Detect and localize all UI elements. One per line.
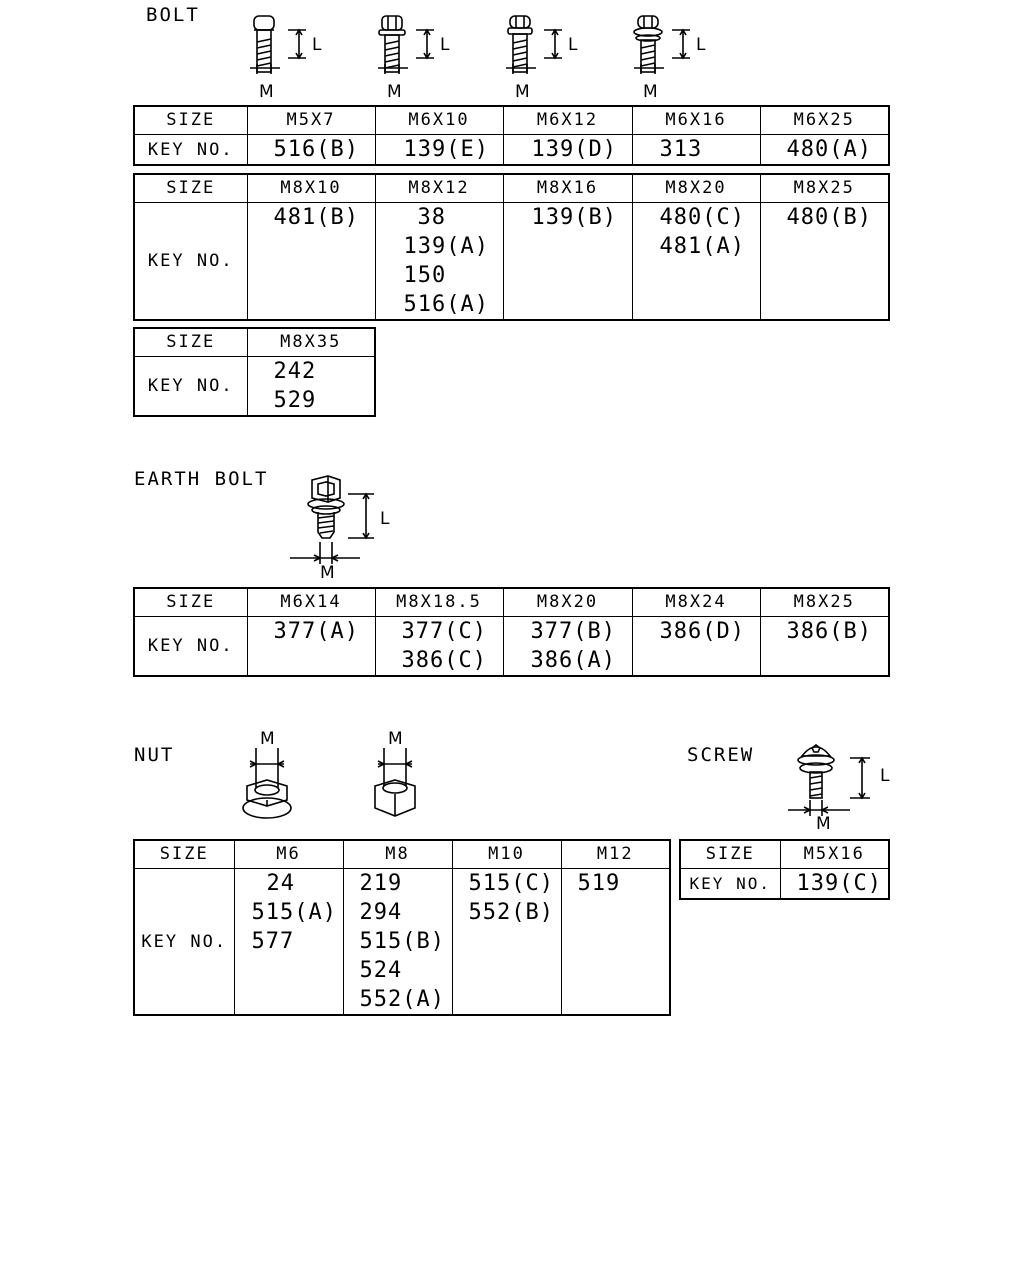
key-cell [760, 203, 889, 321]
earth-bolt-dim-l: L [380, 509, 390, 529]
table-row [134, 617, 889, 677]
key-number: 139(C) [796, 871, 882, 896]
bolt-dim-l-3: L [568, 35, 578, 55]
key-no-label: KEY NO. [134, 617, 247, 677]
bolt-diagram [230, 8, 730, 103]
key-number: 150 [403, 263, 447, 288]
earth-bolt-title: EARTH BOLT [134, 468, 269, 490]
key-number: 515(C) [468, 871, 554, 896]
table-row [134, 135, 889, 166]
key-cell [503, 617, 632, 677]
table-row [680, 869, 889, 900]
key-number: 219 [359, 871, 403, 896]
key-cell [632, 203, 760, 321]
bolt-title: BOLT [146, 4, 200, 26]
table-header-row [134, 328, 375, 357]
size-cell: M6X25 [760, 106, 889, 135]
key-cell [760, 135, 889, 166]
nut-title: NUT [134, 744, 175, 766]
flange-nut-icon [243, 748, 291, 818]
size-cell: M6X14 [247, 588, 375, 617]
key-number: 480(A) [786, 137, 872, 162]
bolt-table-2 [133, 173, 890, 321]
key-cell [503, 203, 632, 321]
bolt-dim-l-2: L [440, 35, 450, 55]
key-number: 377(B) [530, 619, 616, 644]
hex-nut-icon [375, 748, 415, 816]
bolt-dim-m: M [259, 82, 274, 102]
key-number: 480(B) [786, 205, 872, 230]
key-no-label: KEY NO. [134, 357, 247, 417]
key-number: 480(C) [659, 205, 745, 230]
size-label: SIZE [134, 328, 247, 357]
size-cell: M8X25 [760, 174, 889, 203]
key-number: 242 [273, 359, 317, 384]
bolt-dim-m-3: M [515, 82, 530, 102]
key-cell [561, 869, 670, 1016]
key-number: 24 [266, 871, 295, 896]
key-cell [234, 869, 343, 1016]
key-cell [780, 869, 889, 900]
table-header-row [134, 106, 889, 135]
nut-dim-m-2: M [388, 729, 403, 749]
screw-icon [788, 745, 870, 816]
key-cell [247, 135, 375, 166]
key-number: 386(C) [401, 648, 487, 673]
key-cell [247, 357, 375, 417]
size-cell: M6 [234, 840, 343, 869]
key-number: 38 [417, 205, 446, 230]
bolt-table-1 [133, 105, 890, 166]
key-cell [343, 869, 452, 1016]
key-number: 552(A) [359, 987, 445, 1012]
bolt-table-3 [133, 327, 376, 417]
nut-diagram [230, 728, 430, 828]
key-number: 577 [251, 929, 295, 954]
size-cell: M6X12 [503, 106, 632, 135]
size-label: SIZE [134, 588, 247, 617]
hex-bolt-icon [250, 16, 306, 74]
earth-bolt-diagram [280, 470, 410, 585]
earth-bolt-dim-m: M [320, 563, 335, 583]
size-cell: M6X16 [632, 106, 760, 135]
key-number: 529 [273, 388, 317, 413]
table-header-row [134, 174, 889, 203]
size-cell: M5X16 [780, 840, 889, 869]
key-number: 377(A) [273, 619, 359, 644]
key-number: 139(A) [403, 234, 489, 259]
size-cell: M8X10 [247, 174, 375, 203]
key-number: 516(B) [273, 137, 359, 162]
table-row [134, 357, 375, 417]
screw-diagram [780, 736, 900, 836]
size-cell: M8X18.5 [375, 588, 503, 617]
key-number: 377(C) [401, 619, 487, 644]
size-label: SIZE [680, 840, 780, 869]
key-number: 139(E) [403, 137, 489, 162]
key-cell [375, 617, 503, 677]
size-cell: M8X20 [632, 174, 760, 203]
screw-dim-m: M [816, 814, 831, 834]
flange-bolt-icon [378, 16, 434, 74]
key-number: 386(B) [786, 619, 872, 644]
size-cell: M5X7 [247, 106, 375, 135]
captive-washer-bolt-icon [634, 16, 690, 74]
size-label: SIZE [134, 174, 247, 203]
key-cell [632, 617, 760, 677]
key-cell [247, 203, 375, 321]
key-cell [452, 869, 561, 1016]
key-number: 313 [659, 137, 703, 162]
key-number: 386(A) [530, 648, 616, 673]
earth-bolt-icon [290, 476, 374, 564]
size-cell: M12 [561, 840, 670, 869]
key-number: 481(A) [659, 234, 745, 259]
key-number: 519 [577, 871, 621, 896]
size-cell: M8 [343, 840, 452, 869]
table-header-row [134, 840, 670, 869]
key-no-label: KEY NO. [680, 869, 780, 900]
key-no-label: KEY NO. [134, 203, 247, 321]
table-row [134, 869, 670, 1016]
key-cell [503, 135, 632, 166]
size-cell: M8X25 [760, 588, 889, 617]
size-label: SIZE [134, 106, 247, 135]
bolt-dim-m-4: M [643, 82, 658, 102]
key-number: 294 [359, 900, 403, 925]
table-header-row [680, 840, 889, 869]
size-cell: M8X16 [503, 174, 632, 203]
key-no-label: KEY NO. [134, 135, 247, 166]
screw-dim-l: L [880, 766, 890, 786]
bolt-dim-m-2: M [387, 82, 402, 102]
size-cell: M8X35 [247, 328, 375, 357]
key-cell [247, 617, 375, 677]
bolt-dim-l: L [312, 35, 322, 55]
screw-table [679, 839, 890, 900]
key-cell [375, 135, 503, 166]
size-cell: M6X10 [375, 106, 503, 135]
key-no-label: KEY NO. [134, 869, 234, 1016]
earth-bolt-table [133, 587, 890, 677]
size-label: SIZE [134, 840, 234, 869]
key-number: 552(B) [468, 900, 554, 925]
key-number: 386(D) [659, 619, 745, 644]
size-cell: M10 [452, 840, 561, 869]
nut-dim-m: M [260, 729, 275, 749]
screw-title: SCREW [687, 744, 755, 766]
table-row [134, 203, 889, 321]
key-number: 515(B) [359, 929, 445, 954]
size-cell: M8X24 [632, 588, 760, 617]
nut-table [133, 839, 671, 1016]
key-number: 139(D) [531, 137, 617, 162]
size-cell: M8X20 [503, 588, 632, 617]
key-number: 481(B) [273, 205, 359, 230]
bolt-dim-l-4: L [696, 35, 706, 55]
key-number: 139(B) [531, 205, 617, 230]
table-header-row [134, 588, 889, 617]
washer-bolt-icon [506, 16, 562, 74]
key-number: 524 [359, 958, 403, 983]
key-cell [375, 203, 503, 321]
size-cell: M8X12 [375, 174, 503, 203]
key-cell [760, 617, 889, 677]
key-number: 516(A) [403, 292, 489, 317]
key-number: 515(A) [251, 900, 337, 925]
key-cell [632, 135, 760, 166]
